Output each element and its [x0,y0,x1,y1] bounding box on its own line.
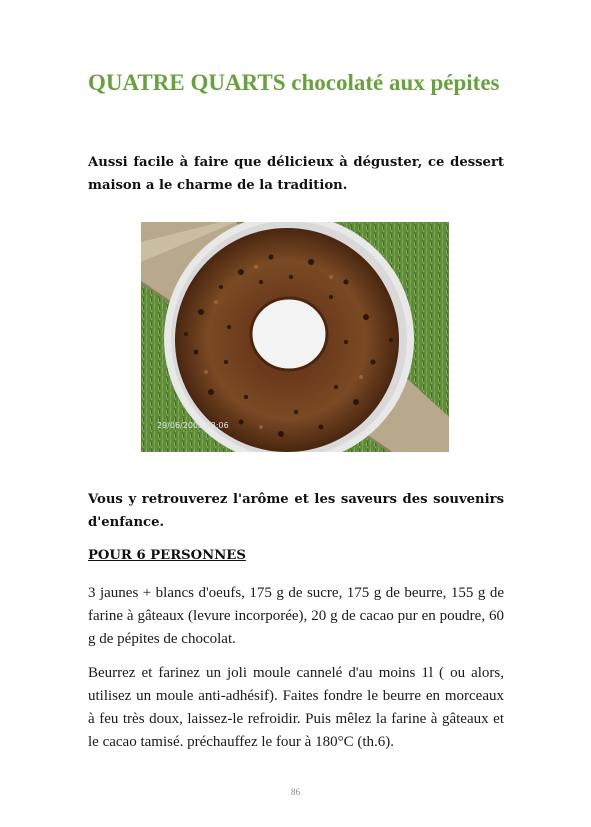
recipe-title: QUATRE QUARTS chocolaté aux pépites [88,70,500,95]
instructions-paragraph: Beurrez et farinez un joli moule cannelé d'au moins 1l ( ou alors, utilisez un moule anti-adhésif). Faites fondre le beurre en morceaux à feu très doux, laissez-le refroidir. Puis mêlez la farine à gâteaux et le cacao tamisé. préchauffez le four à 180°C (th.6). [88,665,504,750]
page-number: 86 [291,787,300,797]
intro-text: Aussi facile à faire que délicieux à déguster, ce dessert maison a le charme de la tradition. [88,155,504,193]
servings-heading: POUR 6 PERSONNES [88,548,246,563]
cake-photo [141,222,449,452]
photo-timestamp: 29/06/2008 13:06 [157,421,229,430]
subtitle-text: Vous y retrouverez l'arôme et les saveurs des souvenirs d'enfance. [88,492,504,530]
ingredients-paragraph: 3 jaunes + blancs d'oeufs, 175 g de sucre, 175 g de beurre, 155 g de farine à gâteaux (levure incorporée), 20 g de cacao pur en poudre, 60 g de pépites de chocolat. [88,585,504,647]
